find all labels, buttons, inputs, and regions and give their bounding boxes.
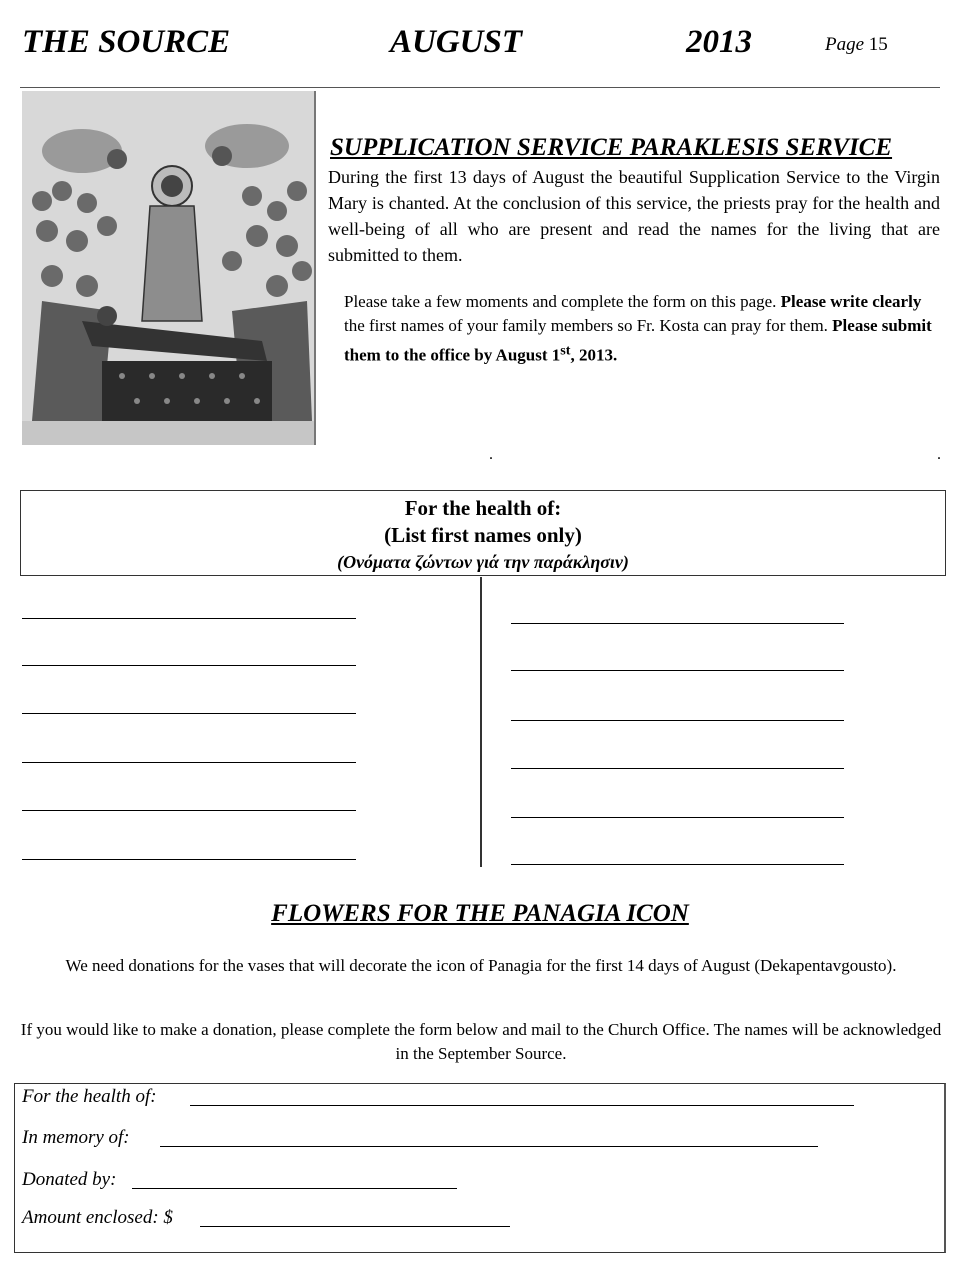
name-line-field[interactable] — [22, 665, 356, 666]
newsletter-title: THE SOURCE — [22, 24, 231, 60]
name-line-field[interactable] — [511, 768, 844, 769]
supplication-body: During the first 13 days of August the beautiful Supplication Service to the Virgin Mary is chanted. At the conclusion of this service, the priests pray for the health and well-being of all who are present and read the names for the living that are submitted to them. — [328, 167, 940, 265]
health-form-header — [20, 490, 946, 576]
amount-label: Amount enclosed: $ — [22, 1207, 173, 1228]
flowers-paragraph-1: We need donations for the vases that will decorate the icon of Panagia for the first 14 days of August (Dekapentavgousto). — [65, 956, 897, 975]
name-line-field[interactable] — [511, 720, 844, 721]
supplication-title: SUPPLICATION SERVICE PARAKLESIS SERVICE — [330, 134, 893, 161]
supplication-instructions — [344, 290, 934, 368]
name-line-field[interactable] — [22, 859, 356, 860]
note-bold-3: , 2013. — [570, 345, 618, 365]
health-label: For the health of: — [22, 1086, 157, 1107]
dormition-icon — [22, 91, 316, 445]
memory-field[interactable] — [160, 1146, 818, 1147]
note-bold-1: Please write clearly — [780, 292, 922, 311]
name-line-field[interactable] — [22, 713, 356, 714]
note-text-1: Please take a few moments and complete the form on this page. — [344, 292, 781, 311]
name-line-field[interactable] — [511, 670, 844, 671]
note-text-2: the first names of your family members so Fr. Kosta can pray for them. — [344, 316, 833, 335]
name-line-field[interactable] — [22, 810, 356, 811]
memory-label: In memory of: — [22, 1127, 130, 1148]
donated-by-label: Donated by: — [22, 1169, 117, 1190]
donated-by-field[interactable] — [132, 1188, 457, 1189]
page-number: 15 — [868, 34, 888, 55]
dot-mark: . — [937, 446, 941, 463]
issue-month: AUGUST — [390, 24, 523, 60]
name-line-field[interactable] — [511, 817, 844, 818]
flowers-title: FLOWERS FOR THE PANAGIA ICON — [271, 900, 689, 927]
health-form-title: For the health of: — [404, 496, 562, 520]
flowers-paragraph-2: If you would like to make a donation, please complete the form below and mail to the Church Office. The names will be acknowledged in the September Source. — [20, 1020, 942, 1063]
name-line-field[interactable] — [22, 618, 356, 619]
note-bold-2: Please submit them to the office by August 1 — [344, 316, 932, 365]
column-divider — [480, 577, 482, 867]
page-indicator — [825, 34, 888, 56]
health-form-greek: (Ονόματα ζώντων γιά την παράκλησιν) — [337, 552, 629, 572]
name-line-field[interactable] — [511, 623, 844, 624]
health-field[interactable] — [190, 1105, 854, 1106]
note-superscript: st — [560, 342, 571, 358]
issue-year: 2013 — [686, 24, 752, 60]
page-label: Page — [825, 34, 865, 55]
amount-field[interactable] — [200, 1226, 510, 1227]
dot-mark: . — [489, 446, 493, 463]
name-line-field[interactable] — [511, 864, 844, 865]
header-rule — [20, 87, 940, 88]
health-form-subtitle: (List first names only) — [384, 523, 582, 547]
name-line-field[interactable] — [22, 762, 356, 763]
